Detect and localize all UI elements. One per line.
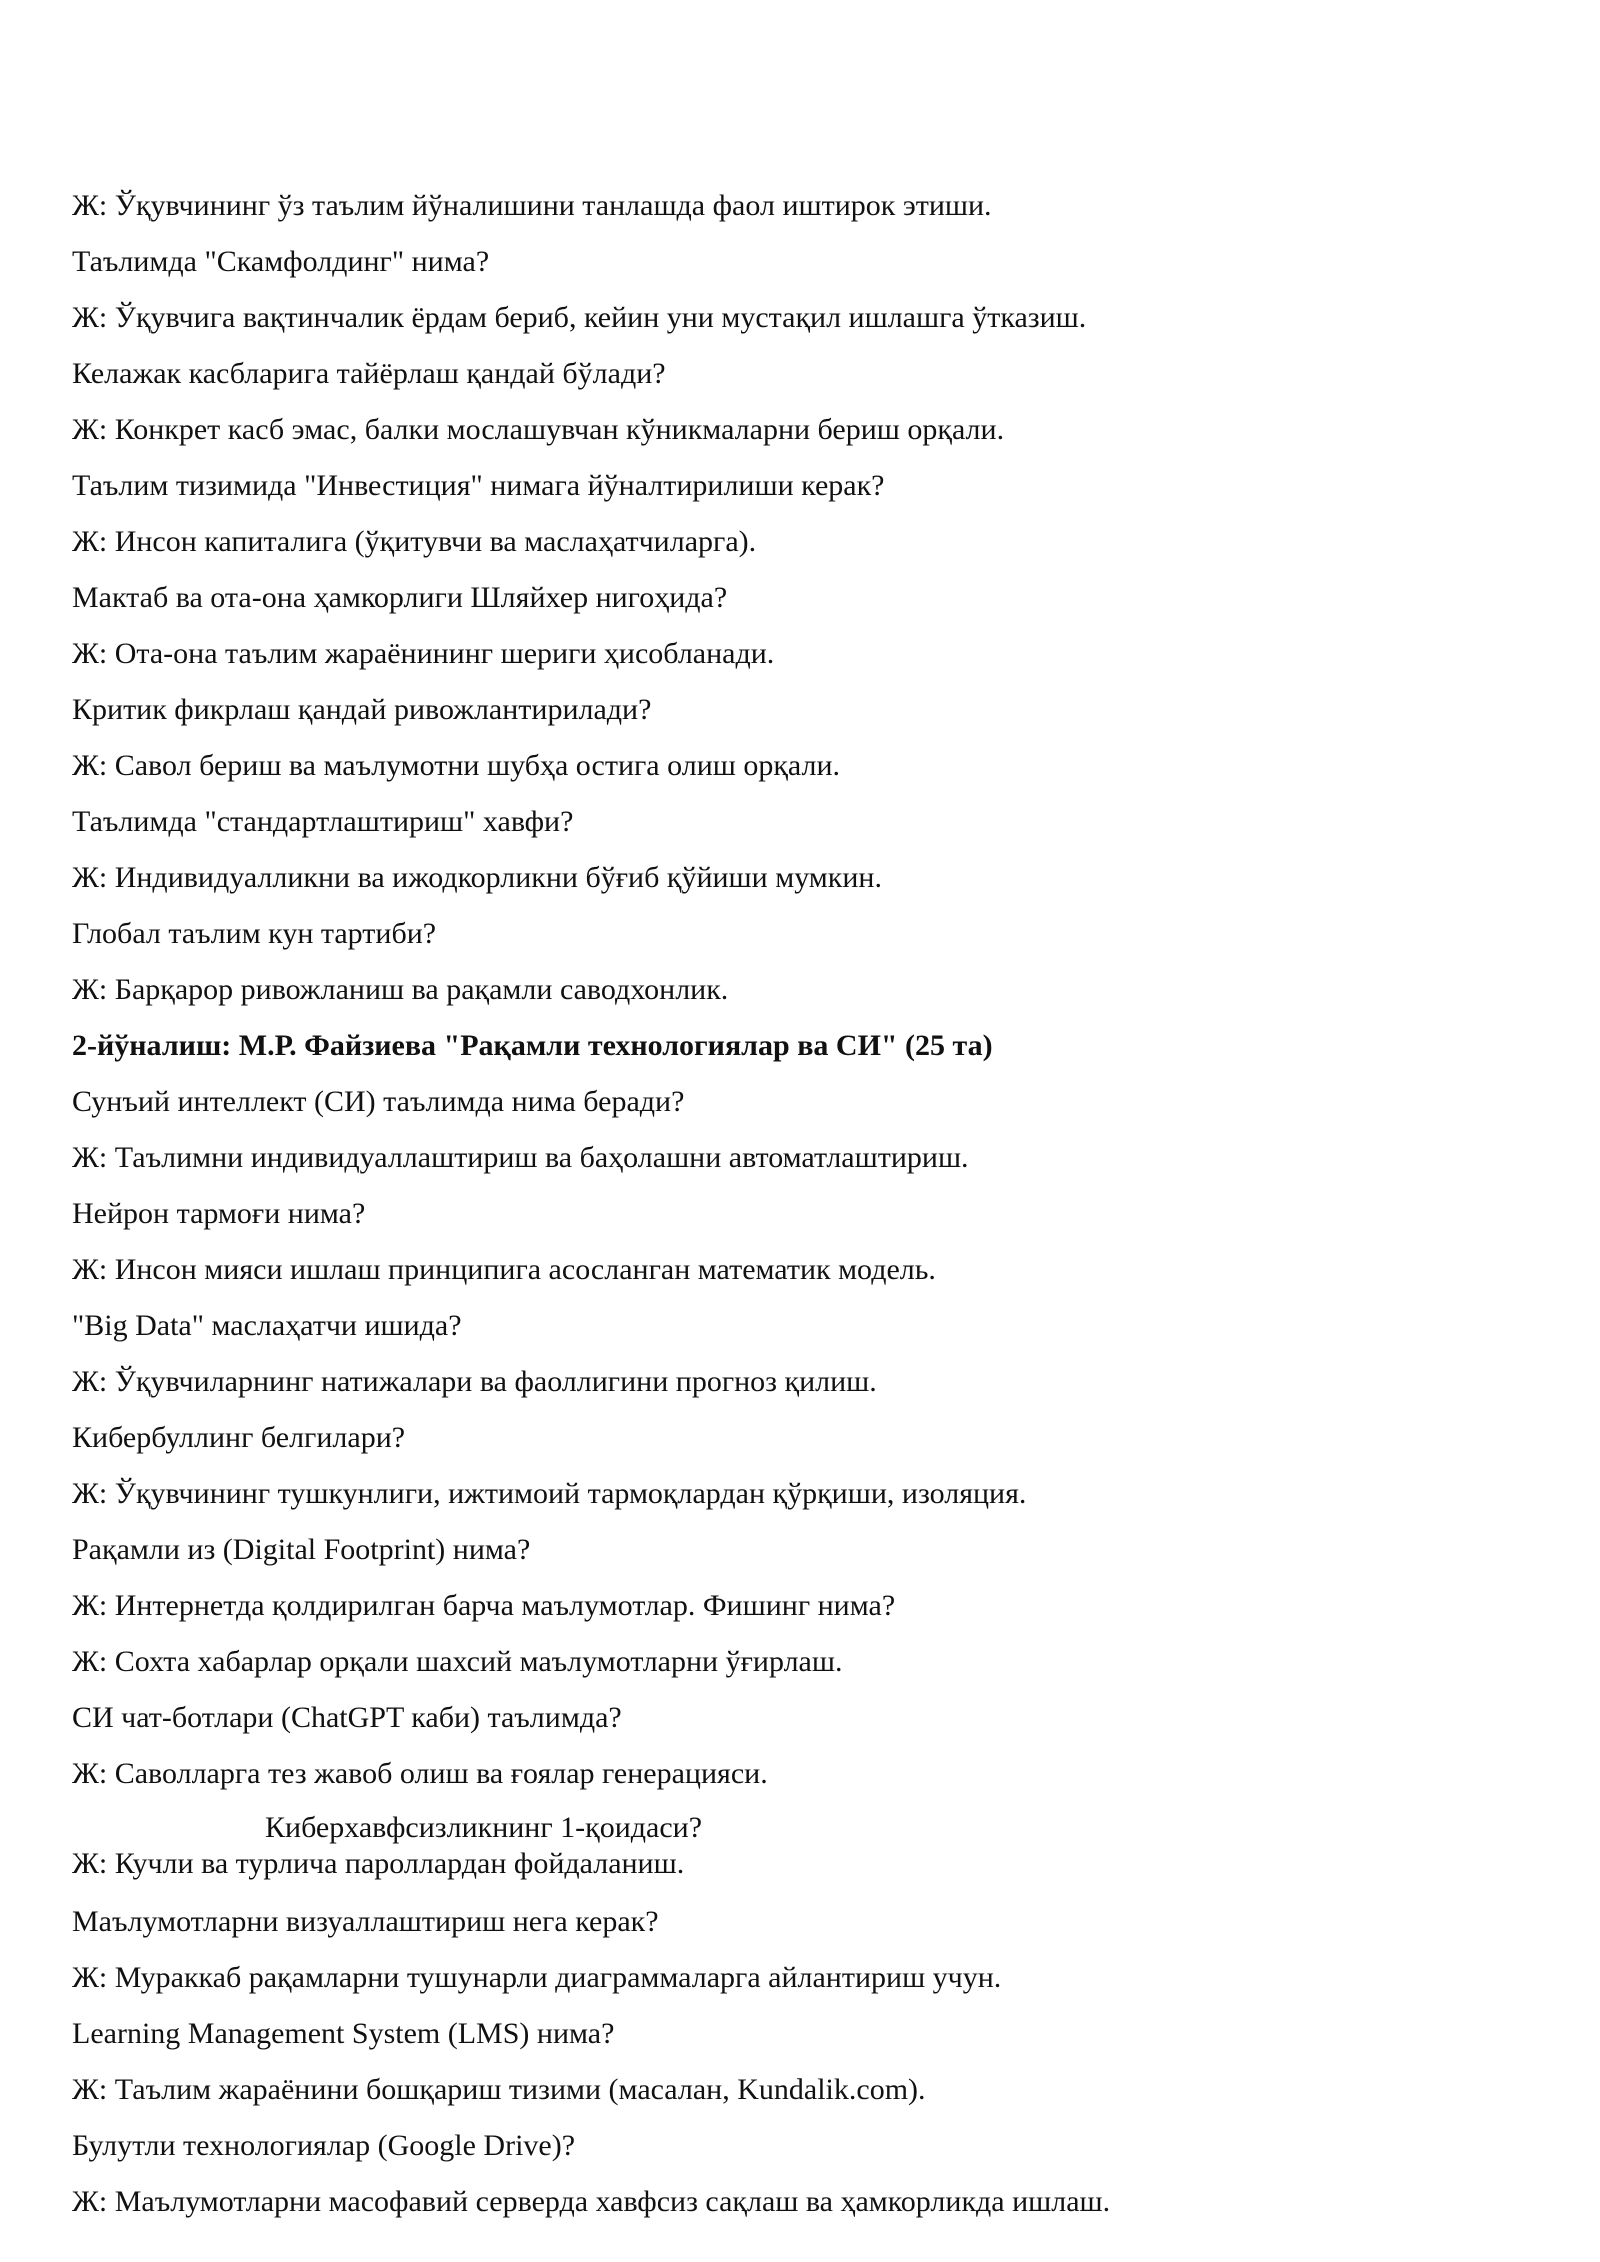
question-line: Мактаб ва ота-она ҳамкорлиги Шляйхер нигоҳида? (72, 581, 728, 614)
answer-line: Ж: Ўқувчиларнинг натижалари ва фаоллигини прогноз қилиш. (72, 1365, 877, 1398)
answer-line: Ж: Ўқувчининг ўз таълим йўналишини танлашда фаол иштирок этиши. (72, 189, 992, 222)
question-line: Киберхавфсизликнинг 1-қоидаси? (265, 1811, 703, 1844)
question-line: СИ чат-ботлари (ChatGPT каби) таълимда? (72, 1701, 622, 1734)
answer-line: Ж: Конкрет касб эмас, балки мослашувчан кўникмаларни бериш орқали. (72, 413, 1005, 446)
answer-line: Ж: Сохта хабарлар орқали шахсий маълумотларни ўғирлаш. (72, 1645, 843, 1678)
question-line: Маълумотларни визуаллаштириш нега керак? (72, 1905, 659, 1938)
answer-line: Ж: Интернетда қолдирилган барча маълумотлар. Фишинг нима? (72, 1589, 896, 1622)
answer-line: Ж: Барқарор ривожланиш ва рақамли саводхонлик. (72, 973, 729, 1006)
answer-line: Ж: Таълим жараёнини бошқариш тизими (масалан, Kundalik.com). (72, 2073, 926, 2106)
question-line: Глобал таълим кун тартиби? (72, 917, 437, 950)
answer-line: Ж: Саволларга тез жавоб олиш ва ғоялар генерацияси. (72, 1757, 768, 1790)
answer-line: Ж: Маълумотларни масофавий серверда хавфсиз сақлаш ва ҳамкорликда ишлаш. (72, 2185, 1111, 2218)
answer-line: Ж: Инсон капиталига (ўқитувчи ва маслаҳатчиларга). (72, 525, 757, 558)
question-line: "Big Data" маслаҳатчи ишида? (72, 1309, 462, 1342)
answer-line: Ж: Таълимни индивидуаллаштириш ва баҳолашни автоматлаштириш. (72, 1141, 969, 1174)
answer-line: Ж: Ўқувчига вақтинчалик ёрдам бериб, кейин уни мустақил ишлашга ўтказиш. (72, 301, 1087, 334)
answer-line: Ж: Ота-она таълим жараёнининг шериги ҳисобланади. (72, 637, 775, 670)
answer-line: Ж: Ўқувчининг тушкунлиги, ижтимоий тармоқлардан қўрқиши, изоляция. (72, 1477, 1027, 1510)
question-line: Рақамли из (Digital Footprint) нима? (72, 1533, 531, 1566)
question-line: Learning Management System (LMS) нима? (72, 2017, 615, 2050)
question-line: Нейрон тармоғи нима? (72, 1197, 366, 1230)
question-line: Сунъий интеллект (СИ) таълимда нима беради? (72, 1085, 685, 1118)
answer-line: Ж: Инсон мияси ишлаш принципига асосланган математик модель. (72, 1253, 936, 1286)
question-line: Келажак касбларига тайёрлаш қандай бўлади? (72, 357, 666, 390)
question-line: Булутли технологиялар (Google Drive)? (72, 2129, 576, 2162)
section-heading: 2-йўналиш: М.Р. Файзиева "Рақамли технологиялар ва СИ" (25 та) (72, 1029, 993, 1062)
question-line: Кибербуллинг белгилари? (72, 1421, 406, 1454)
question-line: Критик фикрлаш қандай ривожлантирилади? (72, 693, 652, 726)
answer-line: Ж: Савол бериш ва маълумотни шубҳа остига олиш орқали. (72, 749, 841, 782)
question-line: Таълимда "Скамфолдинг" нима? (72, 245, 490, 278)
answer-line: Ж: Индивидуалликни ва ижодкорликни бўғиб қўйиши мумкин. (72, 861, 882, 894)
question-line: Таълим тизимида "Инвестиция" нимага йўналтирилиши керак? (72, 469, 885, 502)
answer-line: Ж: Мураккаб рақамларни тушунарли диаграммаларга айлантириш учун. (72, 1961, 1002, 1994)
question-line: Таълимда "стандартлаштириш" хавфи? (72, 805, 574, 838)
answer-line: Ж: Кучли ва турлича пароллардан фойдаланиш. (72, 1847, 685, 1880)
